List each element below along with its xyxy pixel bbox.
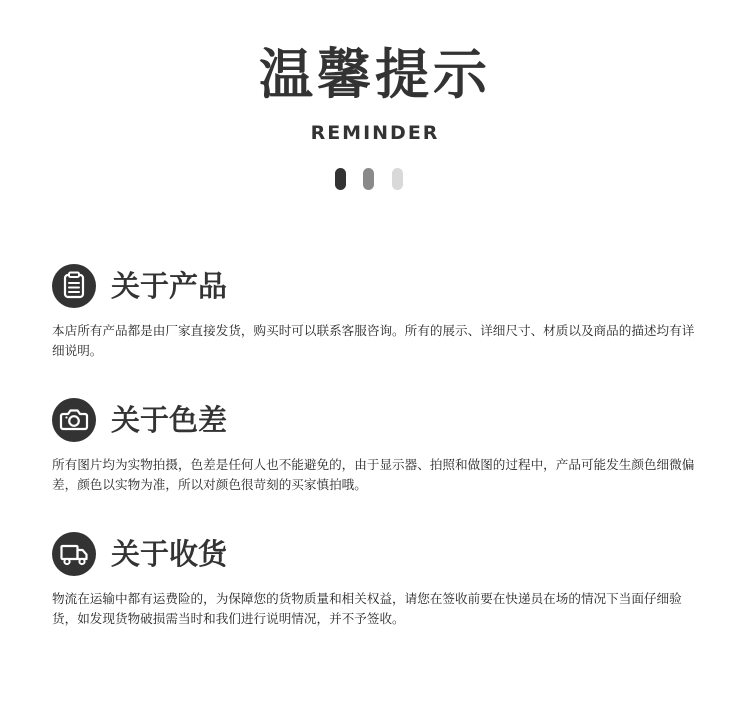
- page-title: 温馨提示: [259, 43, 491, 106]
- section-title-color: 关于色差: [111, 403, 228, 437]
- indicator-dot-2: [363, 168, 374, 190]
- document-icon: [52, 264, 96, 308]
- camera-icon: [52, 398, 96, 442]
- section-title-product: 关于产品: [111, 269, 228, 303]
- indicator-dot-1: [335, 168, 346, 190]
- page-subtitle: REMINDER: [310, 122, 440, 144]
- indicator-dot-3: [392, 168, 403, 190]
- section-title-delivery: 关于收货: [111, 537, 228, 571]
- section-text-delivery: 物流在运输中都有运费险的，为保障您的货物质量和相关权益，请您在签收前要在快递员在场的情况下当面仔细验货，如发现货物破损需当时和我们进行说明情况，并不予签收。: [52, 591, 682, 626]
- section-text-color: 所有图片均为实物拍摄，色差是任何人也不能避免的，由于显示器、拍照和做图的过程中，产品可能发生颜色细微偏差，颜色以实物为准，所以对颜色很苛刻的买家慎拍哦。: [52, 457, 695, 492]
- section-text-product: 本店所有产品都是由厂家直接发货，购买时可以联系客服咨询。所有的展示、详细尺寸、材质以及商品的描述均有详细说明。: [52, 323, 695, 358]
- truck-icon: [52, 532, 96, 576]
